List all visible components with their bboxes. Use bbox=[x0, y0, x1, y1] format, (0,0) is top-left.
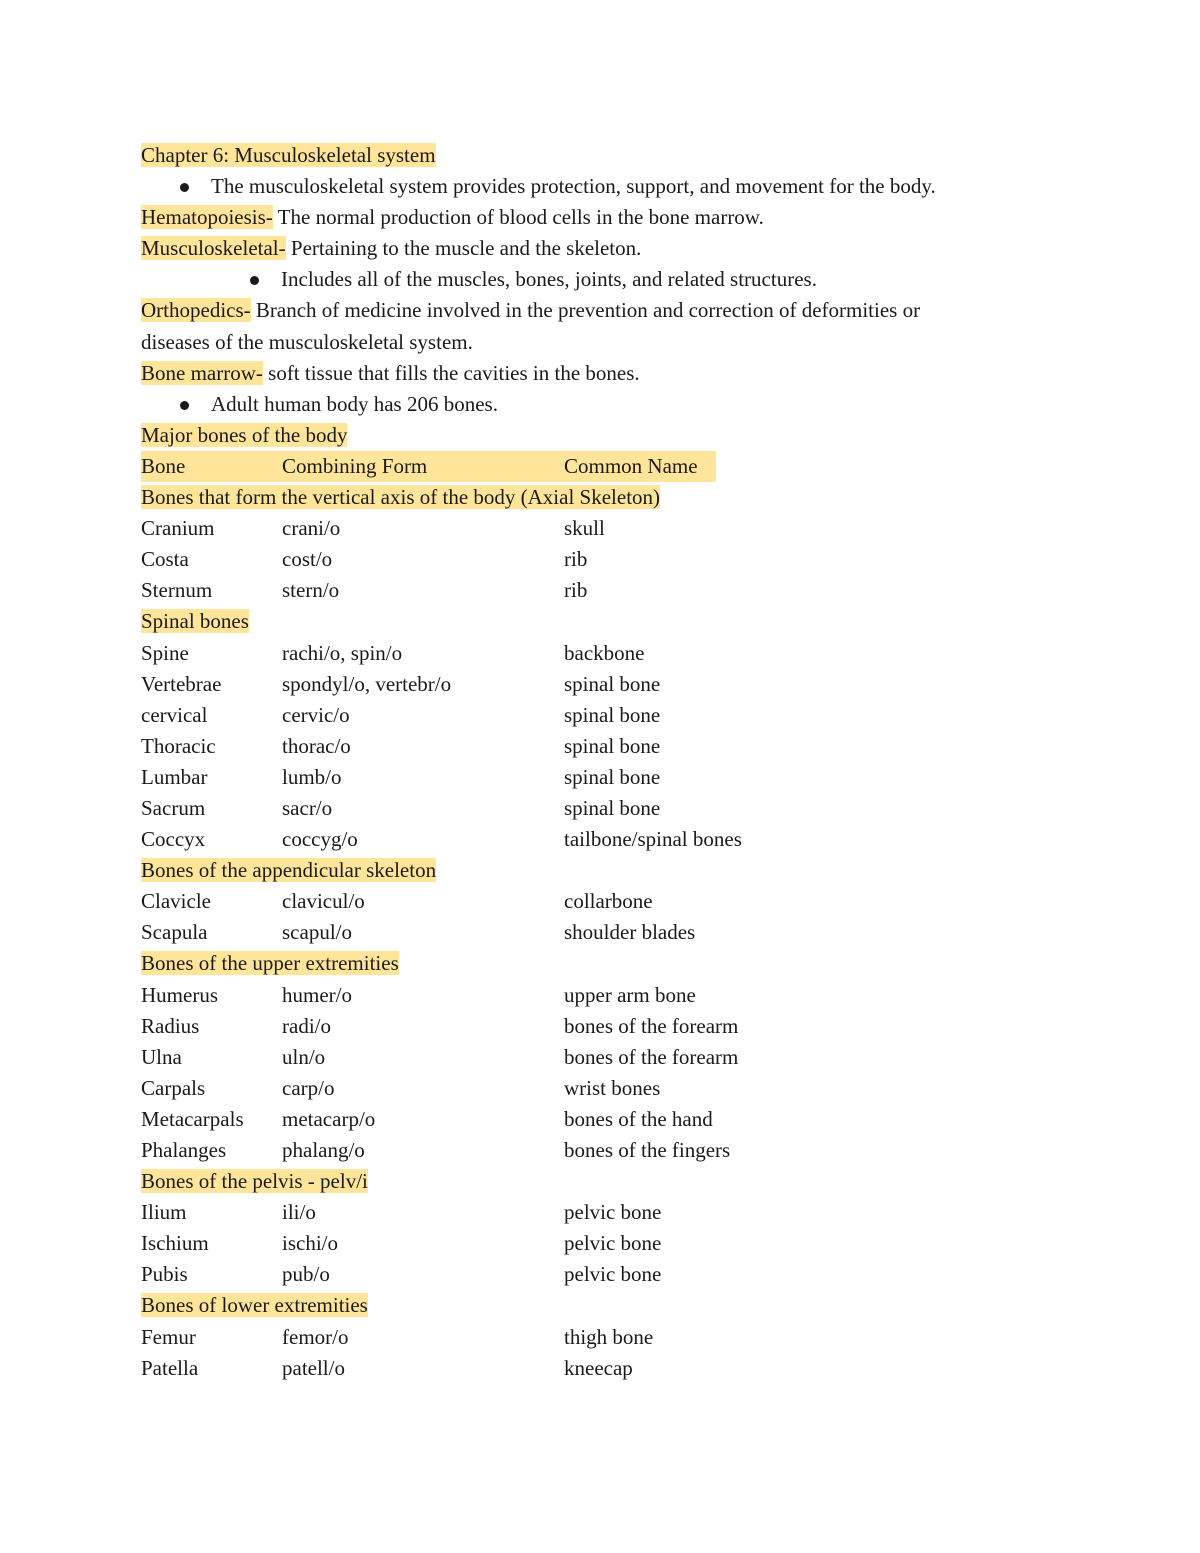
combining-form-cell: uln/o bbox=[282, 1044, 326, 1069]
common-name-cell: bones of the fingers bbox=[564, 1138, 731, 1162]
bone-cell: Costa bbox=[141, 547, 189, 572]
section-heading: Bones of the pelvis - pelv/i bbox=[141, 1169, 368, 1194]
combining-form-cell: coccyg/o bbox=[282, 827, 358, 852]
common-name-cell: pelvic bone bbox=[564, 1200, 662, 1225]
combining-form-cell: cervic/o bbox=[282, 702, 350, 727]
table-row bbox=[141, 513, 1071, 544]
table-row bbox=[141, 638, 1071, 669]
common-name-cell: bones of the forearm bbox=[564, 1044, 739, 1069]
common-name-cell: spinal bone bbox=[564, 795, 661, 820]
bone-cell: Pubis bbox=[141, 1262, 188, 1287]
table-row bbox=[141, 731, 1071, 762]
section-heading-row bbox=[141, 855, 1071, 886]
section-heading-row bbox=[141, 1290, 1071, 1321]
bone-cell: Femur bbox=[141, 1324, 196, 1349]
common-name-cell: bones of the hand bbox=[564, 1106, 713, 1131]
bone-cell: Vertebrae bbox=[141, 671, 222, 696]
combining-form-cell: stern/o bbox=[282, 578, 340, 603]
section-heading: Bones of lower extremities bbox=[141, 1293, 368, 1318]
combining-form-cell: rachi/o, spin/o bbox=[282, 640, 403, 665]
bone-cell: Ulna bbox=[141, 1044, 182, 1069]
list-item: Includes all of the muscles, bones, joints, and related structures. bbox=[141, 264, 1071, 295]
definition-hematopoiesis bbox=[141, 202, 1071, 233]
definition-bone-marrow bbox=[141, 358, 1071, 389]
table-row bbox=[141, 980, 1071, 1011]
combining-form-cell: pub/o bbox=[282, 1262, 330, 1287]
column-header: Common Name bbox=[564, 453, 698, 478]
bone-cell: Carpals bbox=[141, 1075, 206, 1100]
combining-form-cell: radi/o bbox=[282, 1013, 331, 1038]
table-row bbox=[141, 824, 1071, 855]
bone-cell: Radius bbox=[141, 1013, 200, 1038]
table-row bbox=[141, 575, 1071, 606]
table-row bbox=[141, 669, 1071, 700]
table-row bbox=[141, 1073, 1071, 1104]
common-name-cell: backbone bbox=[564, 640, 645, 665]
combining-form-cell: lumb/o bbox=[282, 764, 342, 789]
bone-cell: Thoracic bbox=[141, 733, 216, 758]
section-heading: Bones of the appendicular skeleton bbox=[141, 858, 437, 883]
combining-form-cell: patell/o bbox=[282, 1355, 345, 1380]
definition-term: Musculoskeletal- bbox=[141, 236, 286, 261]
bone-cell: cervical bbox=[141, 702, 208, 727]
common-name-cell: pelvic bone bbox=[564, 1231, 662, 1256]
definition-text: The normal production of blood cells in the bone marrow. bbox=[272, 205, 764, 230]
definition-orthopedics bbox=[141, 295, 1071, 326]
table-header bbox=[141, 451, 1071, 482]
table-row bbox=[141, 1135, 1071, 1166]
definition-term: Orthopedics- bbox=[141, 298, 251, 323]
table-row bbox=[141, 1259, 1071, 1290]
bone-cell: Metacarpals bbox=[141, 1106, 244, 1131]
table-row bbox=[141, 544, 1071, 575]
combining-form-cell: ischi/o bbox=[282, 1231, 338, 1256]
combining-form-cell: metacarp/o bbox=[282, 1106, 376, 1131]
table-row bbox=[141, 917, 1071, 948]
bone-cell: Ilium bbox=[141, 1200, 187, 1225]
definition-text: Branch of medicine involved in the prevention and correction of deformities or bbox=[250, 298, 921, 323]
chapter-title: Chapter 6: Musculoskeletal system bbox=[141, 143, 436, 167]
definition-musculoskeletal bbox=[141, 233, 1071, 264]
bone-cell: Phalanges bbox=[141, 1138, 227, 1162]
table-title: Major bones of the body bbox=[141, 422, 348, 447]
table-row bbox=[141, 1042, 1071, 1073]
bone-cell: Patella bbox=[141, 1355, 199, 1380]
bone-cell: Cranium bbox=[141, 516, 215, 541]
section-heading-row bbox=[141, 606, 1071, 637]
combining-form-cell: spondyl/o, vertebr/o bbox=[282, 671, 452, 696]
common-name-cell: rib bbox=[564, 547, 588, 572]
bone-cell: Coccyx bbox=[141, 827, 206, 852]
bullet-icon bbox=[180, 183, 189, 192]
combining-form-cell: ili/o bbox=[282, 1200, 316, 1225]
combining-form-cell: scapul/o bbox=[282, 920, 352, 945]
common-name-cell: spinal bone bbox=[564, 764, 661, 789]
table-row bbox=[141, 793, 1071, 824]
definition-term: Hematopoiesis- bbox=[141, 205, 273, 230]
section-heading-row bbox=[141, 482, 1071, 513]
common-name-cell: thigh bone bbox=[564, 1324, 654, 1349]
bone-cell: Ischium bbox=[141, 1231, 209, 1256]
common-name-cell: upper arm bone bbox=[564, 982, 696, 1007]
document-content bbox=[141, 140, 1071, 1384]
bone-cell: Sacrum bbox=[141, 795, 206, 820]
section-heading-row bbox=[141, 1166, 1071, 1197]
column-header: Combining Form bbox=[282, 453, 428, 478]
bone-cell: Humerus bbox=[141, 982, 218, 1007]
combining-form-cell: sacr/o bbox=[282, 795, 333, 820]
bullet-icon bbox=[180, 401, 189, 410]
table-row bbox=[141, 886, 1071, 917]
combining-form-cell: thorac/o bbox=[282, 733, 351, 758]
common-name-cell: pelvic bone bbox=[564, 1262, 662, 1287]
table-row bbox=[141, 1228, 1071, 1259]
bone-cell: Clavicle bbox=[141, 889, 211, 914]
common-name-cell: rib bbox=[564, 578, 588, 603]
definition-term: Bone marrow- bbox=[141, 360, 263, 385]
combining-form-cell: crani/o bbox=[282, 516, 341, 541]
table-row bbox=[141, 1322, 1071, 1353]
common-name-cell: skull bbox=[564, 516, 605, 541]
table-row bbox=[141, 762, 1071, 793]
common-name-cell: spinal bone bbox=[564, 702, 661, 727]
bone-cell: Scapula bbox=[141, 920, 208, 945]
table-row bbox=[141, 700, 1071, 731]
section-heading: Bones that form the vertical axis of the body (Axial Skeleton) bbox=[141, 485, 661, 510]
table-row bbox=[141, 1011, 1071, 1042]
common-name-cell: tailbone/spinal bones bbox=[564, 827, 742, 852]
section-heading: Spinal bones bbox=[141, 609, 249, 634]
section-heading-row bbox=[141, 948, 1071, 979]
definition-text: Pertaining to the muscle and the skeleton. bbox=[285, 236, 642, 261]
bone-cell: Spine bbox=[141, 640, 189, 665]
section-heading: Bones of the upper extremities bbox=[141, 951, 399, 976]
bone-cell: Sternum bbox=[141, 578, 213, 603]
combining-form-cell: phalang/o bbox=[282, 1138, 365, 1162]
common-name-cell: collarbone bbox=[564, 889, 653, 914]
bone-cell: Lumbar bbox=[141, 764, 208, 789]
table-row bbox=[141, 1104, 1071, 1135]
list-item: The musculoskeletal system provides protection, support, and movement for the body. bbox=[141, 171, 1071, 202]
common-name-cell: kneecap bbox=[564, 1355, 633, 1380]
common-name-cell: shoulder blades bbox=[564, 920, 696, 945]
combining-form-cell: clavicul/o bbox=[282, 889, 365, 914]
combining-form-cell: humer/o bbox=[282, 982, 352, 1007]
definition-text: soft tissue that fills the cavities in the bones. bbox=[262, 360, 640, 385]
combining-form-cell: cost/o bbox=[282, 547, 333, 572]
bullet-icon bbox=[250, 276, 259, 285]
table-row bbox=[141, 1197, 1071, 1228]
common-name-cell: bones of the forearm bbox=[564, 1013, 739, 1038]
column-header: Bone bbox=[141, 453, 186, 478]
common-name-cell: spinal bone bbox=[564, 671, 661, 696]
definition-orthopedics-continued: diseases of the musculoskeletal system. bbox=[141, 329, 473, 354]
table-row bbox=[141, 1353, 1071, 1384]
list-item: Adult human body has 206 bones. bbox=[141, 389, 1071, 420]
combining-form-cell: femor/o bbox=[282, 1324, 349, 1349]
common-name-cell: wrist bones bbox=[564, 1075, 661, 1100]
common-name-cell: spinal bone bbox=[564, 733, 661, 758]
bone-table bbox=[141, 482, 1071, 1384]
combining-form-cell: carp/o bbox=[282, 1075, 335, 1100]
